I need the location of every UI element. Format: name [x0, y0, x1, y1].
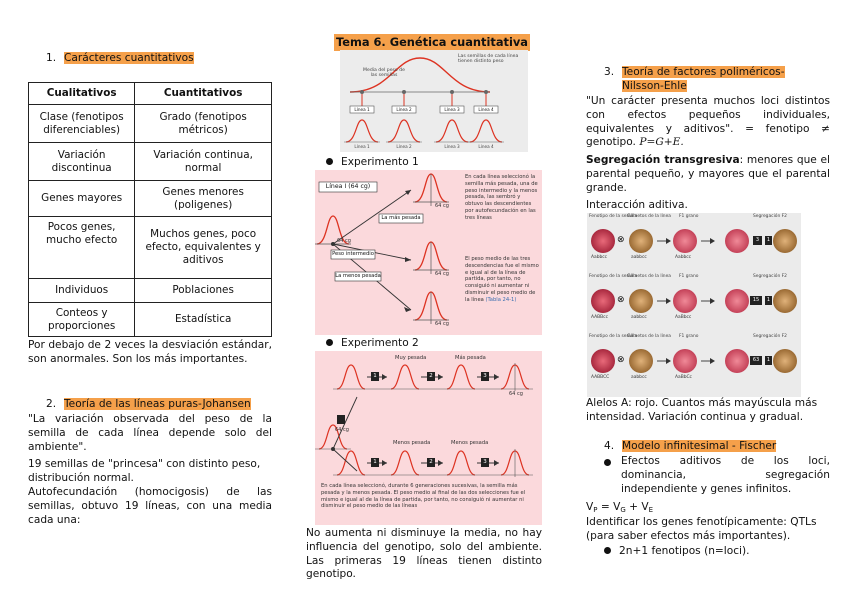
- transgressive-segregation: Segregación transgresiva: menores que el parental pequeño, y mayores que el parental grande.: [586, 154, 831, 194]
- ratio-badge: 3: [755, 237, 760, 243]
- lines-figure-mean-label: Media del peso de las semillas: [363, 68, 405, 79]
- section-2-title: Teoría de las líneas puras-Johansen: [64, 398, 251, 410]
- genotype-label: aabbcc: [631, 315, 647, 320]
- exp2-less-label: Menos pesada: [393, 440, 431, 446]
- line-bottom-label: Línea 2: [396, 144, 412, 149]
- table-cell: Conteos y proporciones: [29, 303, 135, 337]
- exp2-step-badge: 1: [373, 459, 377, 465]
- exp1-cg-value: 64 cg: [435, 271, 449, 277]
- section-4-title: Modelo infinitesimal - Fischer: [622, 440, 777, 452]
- genotype-label: aabbcc: [631, 255, 647, 260]
- table-cell: Poblaciones: [135, 279, 272, 303]
- ratio-badge: 1: [766, 357, 771, 363]
- exp2-cg-end: 64 cg: [509, 391, 523, 397]
- exp2-text: En cada línea seleccionó, durante 6 generaciones sucesivas, la semilla más pesada y la menos pesada. El peso medio al final de las dos selecciones fue el mismo e igual al de la línea de partida, por tanto, no consiguió ni aumentar ni disminuir el peso medio de las líneas: [321, 483, 526, 510]
- section-2-number: 2.: [46, 398, 57, 410]
- exp2-step-badge: 3: [483, 459, 487, 465]
- exp1-text-1: En cada línea seleccionó la semilla más pesada, una de peso intermedio y la menos pesada, las sembró y obtuvo las descendientes por autofecundación en las tres líneas: [465, 174, 538, 221]
- exp1-line-label: Línea I (64 cg): [325, 183, 371, 190]
- exp1-mid-label: Peso intermedio: [332, 251, 374, 257]
- section-1-title: Carácteres cuantitativos: [64, 52, 194, 64]
- poly-label: Segregación F2: [753, 334, 787, 339]
- bullet-icon: [326, 339, 333, 346]
- genotype-label: AABBcc: [591, 315, 608, 320]
- exp1-cg-value: 64 cg: [435, 203, 449, 209]
- johansen-quote: "La variación observada del peso de la semilla de cada línea depende solo del ambiente".: [28, 413, 272, 453]
- line-box-label: Línea 4: [478, 107, 494, 112]
- section-1-heading: [46, 52, 194, 66]
- exp1-table-ref: (Tabla 24-1): [485, 296, 517, 303]
- exp2-more2-label: Más pesada: [455, 355, 486, 361]
- exp2-cg-start: 64 cg: [335, 427, 349, 433]
- poly-label: F1 grano: [679, 214, 699, 219]
- line-bottom-label: Línea 4: [478, 144, 494, 149]
- nilsson-quote: "Un carácter presenta muchos loci distintos con efectos pequeños individuales, equivalentes y aditivos". = fenotipo ≠ genotipo. P=G+E.: [586, 95, 830, 149]
- table-row: [29, 143, 272, 181]
- table-header-row: [29, 83, 272, 105]
- line-bottom-label: Línea 1: [354, 144, 370, 149]
- lines-figure-graphic: [340, 50, 528, 152]
- section-3-heading-cont: [622, 80, 687, 94]
- exp2-step-badge: 2: [429, 459, 433, 465]
- line-box-label: Línea 3: [444, 107, 460, 112]
- ratio-badge: 1: [766, 297, 771, 303]
- table-cell: Clase (fenotipos diferenciables): [29, 105, 135, 143]
- bullet-icon: [604, 547, 611, 554]
- table-row: [29, 181, 272, 217]
- table-cell: Pocos genes, mucho efecto: [29, 217, 135, 279]
- additive-interaction: Interacción aditiva.: [586, 199, 688, 211]
- exp2-step-badge: 3: [483, 373, 487, 379]
- line-bottom-label: Línea 3: [444, 144, 460, 149]
- section-2-heading: [46, 398, 251, 412]
- bullet-icon: [604, 459, 611, 466]
- genotype-label: Aabbcc: [591, 255, 608, 260]
- table-row: [29, 217, 272, 279]
- section-4-heading: [604, 440, 776, 454]
- section-3-heading: [604, 66, 785, 80]
- cross-symbol: ⊗: [617, 355, 625, 365]
- poly-label: Fenotipo de la semilla: [589, 214, 638, 219]
- exp2-step-badge: 1: [373, 373, 377, 379]
- section-4-number: 4.: [604, 440, 615, 452]
- johansen-paragraph-1: 19 semillas de "princesa" con distinto peso, distribución normal.: [28, 458, 261, 484]
- genotype-label: AaBbcc: [675, 315, 692, 320]
- section-3-title-b: Nilsson-Ehle: [622, 80, 687, 92]
- exp1-text-2: El peso medio de las tres descendencias fue el mismo e igual al de la línea de partida, por tanto, no consiguió ni aumentar ni disminuir el peso medio de la línea (Tabla 24-1): [465, 256, 539, 303]
- poly-label: F1 grano: [679, 274, 699, 279]
- variance-formula: $V_P = V_G + V_E$: [586, 501, 654, 514]
- experiment-2-label: Experimento 2: [326, 337, 419, 351]
- exp1-heavy-label: La más pesada: [381, 215, 421, 221]
- cross-symbol: ⊗: [617, 235, 625, 245]
- poly-label: Fenotipo de la semilla: [589, 334, 638, 339]
- ratio-badge: 15: [752, 297, 760, 303]
- exp1-light-label: La menos pesada: [335, 273, 381, 279]
- section-1-number: 1.: [46, 52, 57, 64]
- table-header-qualitative: Cualitativos: [29, 83, 135, 105]
- genotype-label: Aabbcc: [675, 255, 692, 260]
- experiment-1-figure: [315, 170, 542, 335]
- table-cell: Muchos genes, poco efecto, equivalentes y aditivos: [135, 217, 272, 279]
- transgressive-term: Segregación transgresiva: [586, 154, 740, 166]
- table-note: Por debajo de 2 veces la desviación estándar, son anormales. Son los más importantes.: [28, 339, 272, 365]
- exp1-cg-value: 64 cg: [435, 321, 449, 327]
- table-cell: Individuos: [29, 279, 135, 303]
- experiment-2-figure: [315, 351, 542, 525]
- lines-figure-note: Las semillas de cada línea tienen distinto peso: [458, 54, 519, 65]
- table-cell: Estadística: [135, 303, 272, 337]
- table-cell: Grado (fenotipos métricos): [135, 105, 272, 143]
- poly-label: Segregación F2: [753, 274, 787, 279]
- qtl-note: Identificar los genes fenotípicamente: QTLs (para saber efectos más importantes).: [586, 516, 817, 542]
- poly-label: Segregación F2: [753, 214, 787, 219]
- lines-figure: [340, 50, 528, 152]
- line-box-label: Línea 2: [396, 107, 412, 112]
- genotype-label: AABBCC: [591, 375, 610, 380]
- experiment-1-label: Experimento 1: [326, 156, 419, 170]
- section-3-title-a: Teoría de factores poliméricos-: [622, 66, 785, 78]
- cross-symbol: ⊗: [617, 295, 625, 305]
- exp2-less2-label: Menos pesada: [451, 440, 489, 446]
- exp2-step-badge: 2: [429, 373, 433, 379]
- bullet-icon: [326, 158, 333, 165]
- table-row: [29, 105, 272, 143]
- line-box-label: Línea 1: [354, 107, 370, 112]
- comparison-table: [28, 82, 272, 337]
- johansen-paragraph-2: Autofecundación (homocigosis) de las semillas, obtuvo 19 líneas, con una media cada una:: [28, 486, 272, 526]
- page-title: Tema 6. Genética cuantitativa: [334, 34, 530, 51]
- ratio-badge: 63: [752, 357, 760, 363]
- table-row: [29, 303, 272, 337]
- poly-label: Gametos de la línea: [627, 274, 671, 279]
- fischer-bullet-2: 2n+1 fenotipos (n=loci).: [604, 545, 750, 559]
- ratio-badge: 1: [766, 237, 771, 243]
- genotype-label: aabbcc: [631, 375, 647, 380]
- poly-label: Gametos de la línea: [627, 214, 671, 219]
- poly-label: F1 grano: [679, 334, 699, 339]
- phenotype-formula: P=G+E.: [639, 136, 684, 149]
- table-cell: Variación discontinua: [29, 143, 135, 181]
- table-cell: Genes menores (poligenes): [135, 181, 272, 217]
- fischer-bullet-1: Efectos aditivos de los loci, dominancia, segregación independiente y genes infinitos.: [604, 455, 830, 496]
- section-3-number: 3.: [604, 66, 615, 78]
- exp2-more-label: Muy pesada: [395, 355, 427, 361]
- alleles-note: Alelos A: rojo. Cuantos más mayúscula más intensidad. Variación continua y gradual.: [586, 397, 818, 423]
- poly-label: Gametos de la línea: [627, 334, 671, 339]
- exp1-cg-start: 64 cg: [337, 238, 351, 244]
- poly-label: Fenotipo de la semilla: [589, 274, 638, 279]
- polymeric-factors-figure: [587, 213, 801, 397]
- table-header-quantitative: Cuantitativos: [135, 83, 272, 105]
- table-cell: Genes mayores: [29, 181, 135, 217]
- table-cell: Variación continua, normal: [135, 143, 272, 181]
- genotype-label: AaBbCc: [675, 375, 692, 380]
- table-row: [29, 279, 272, 303]
- johansen-conclusion: No aumenta ni disminuye la media, no hay influencia del genotipo, solo del ambiente. Las primeras 19 líneas tienen distinto genotipo.: [306, 527, 542, 581]
